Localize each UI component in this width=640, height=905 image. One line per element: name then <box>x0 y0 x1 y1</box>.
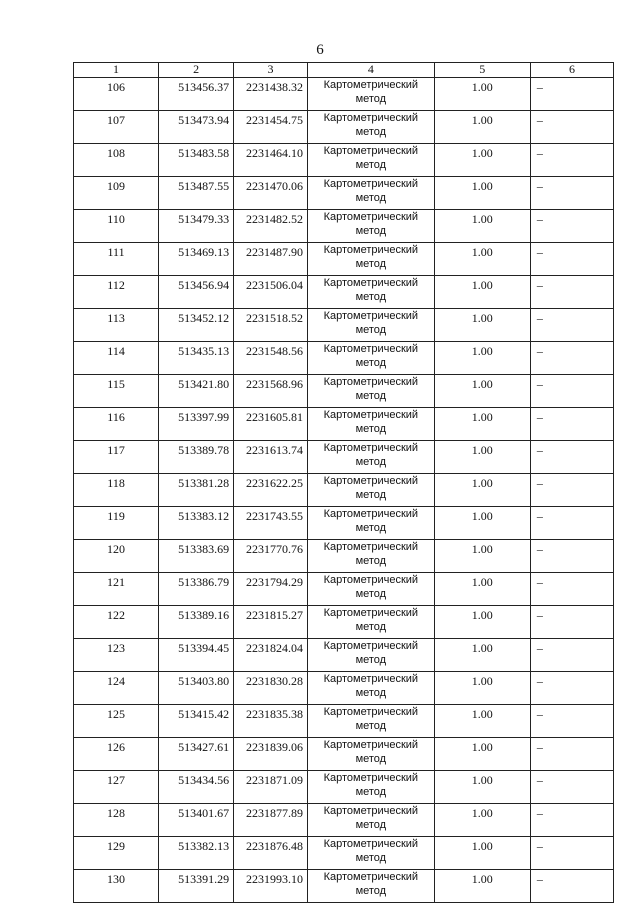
accuracy-cell: 1.00 <box>434 342 530 375</box>
y-coordinate-cell: 2231876.48 <box>234 837 308 870</box>
accuracy-cell: 1.00 <box>434 375 530 408</box>
note-cell: – <box>530 639 613 672</box>
point-number-cell: 124 <box>74 672 159 705</box>
x-coordinate-cell: 513421.80 <box>159 375 234 408</box>
table-row <box>74 408 614 441</box>
accuracy-cell: 1.00 <box>434 705 530 738</box>
method-cell: Картометрический метод <box>308 771 435 804</box>
y-coordinate-cell: 2231470.06 <box>234 177 308 210</box>
y-coordinate-cell: 2231877.89 <box>234 804 308 837</box>
accuracy-cell: 1.00 <box>434 837 530 870</box>
y-coordinate-cell: 2231482.52 <box>234 210 308 243</box>
y-coordinate-cell: 2231605.81 <box>234 408 308 441</box>
note-cell: – <box>530 771 613 804</box>
method-cell: Картометрический метод <box>308 78 435 111</box>
method-cell: Картометрический метод <box>308 111 435 144</box>
x-coordinate-cell: 513483.58 <box>159 144 234 177</box>
method-cell: Картометрический метод <box>308 870 435 903</box>
y-coordinate-cell: 2231815.27 <box>234 606 308 639</box>
table-row <box>74 738 614 771</box>
accuracy-cell: 1.00 <box>434 111 530 144</box>
note-cell: – <box>530 408 613 441</box>
y-coordinate-cell: 2231871.09 <box>234 771 308 804</box>
method-cell: Картометрический метод <box>308 309 435 342</box>
note-cell: – <box>530 375 613 408</box>
method-cell: Картометрический метод <box>308 705 435 738</box>
method-cell: Картометрический метод <box>308 276 435 309</box>
point-number-cell: 127 <box>74 771 159 804</box>
point-number-cell: 130 <box>74 870 159 903</box>
table-row <box>74 309 614 342</box>
method-cell: Картометрический метод <box>308 243 435 276</box>
x-coordinate-cell: 513427.61 <box>159 738 234 771</box>
x-coordinate-cell: 513479.33 <box>159 210 234 243</box>
x-coordinate-cell: 513452.12 <box>159 309 234 342</box>
column-header-5: 5 <box>434 63 530 78</box>
x-coordinate-cell: 513382.13 <box>159 837 234 870</box>
x-coordinate-cell: 513456.94 <box>159 276 234 309</box>
accuracy-cell: 1.00 <box>434 672 530 705</box>
point-number-cell: 119 <box>74 507 159 540</box>
x-coordinate-cell: 513469.13 <box>159 243 234 276</box>
point-number-cell: 122 <box>74 606 159 639</box>
method-cell: Картометрический метод <box>308 507 435 540</box>
method-cell: Картометрический метод <box>308 837 435 870</box>
y-coordinate-cell: 2231993.10 <box>234 870 308 903</box>
x-coordinate-cell: 513434.56 <box>159 771 234 804</box>
note-cell: – <box>530 540 613 573</box>
y-coordinate-cell: 2231568.96 <box>234 375 308 408</box>
point-number-cell: 120 <box>74 540 159 573</box>
note-cell: – <box>530 870 613 903</box>
point-number-cell: 129 <box>74 837 159 870</box>
x-coordinate-cell: 513403.80 <box>159 672 234 705</box>
point-number-cell: 125 <box>74 705 159 738</box>
table-row <box>74 573 614 606</box>
note-cell: – <box>530 243 613 276</box>
table-row <box>74 507 614 540</box>
accuracy-cell: 1.00 <box>434 309 530 342</box>
note-cell: – <box>530 606 613 639</box>
point-number-cell: 121 <box>74 573 159 606</box>
note-cell: – <box>530 144 613 177</box>
method-cell: Картометрический метод <box>308 177 435 210</box>
note-cell: – <box>530 738 613 771</box>
point-number-cell: 110 <box>74 210 159 243</box>
coordinates-table <box>73 62 614 903</box>
point-number-cell: 117 <box>74 441 159 474</box>
method-cell: Картометрический метод <box>308 375 435 408</box>
note-cell: – <box>530 342 613 375</box>
y-coordinate-cell: 2231830.28 <box>234 672 308 705</box>
y-coordinate-cell: 2231794.29 <box>234 573 308 606</box>
column-header-2: 2 <box>159 63 234 78</box>
y-coordinate-cell: 2231622.25 <box>234 474 308 507</box>
point-number-cell: 123 <box>74 639 159 672</box>
column-header-6: 6 <box>530 63 613 78</box>
method-cell: Картометрический метод <box>308 408 435 441</box>
y-coordinate-cell: 2231548.56 <box>234 342 308 375</box>
table-row <box>74 672 614 705</box>
method-cell: Картометрический метод <box>308 144 435 177</box>
table-row <box>74 771 614 804</box>
x-coordinate-cell: 513391.29 <box>159 870 234 903</box>
table-row <box>74 243 614 276</box>
point-number-cell: 111 <box>74 243 159 276</box>
accuracy-cell: 1.00 <box>434 870 530 903</box>
note-cell: – <box>530 111 613 144</box>
x-coordinate-cell: 513389.78 <box>159 441 234 474</box>
y-coordinate-cell: 2231487.90 <box>234 243 308 276</box>
point-number-cell: 106 <box>74 78 159 111</box>
y-coordinate-cell: 2231824.04 <box>234 639 308 672</box>
accuracy-cell: 1.00 <box>434 771 530 804</box>
note-cell: – <box>530 804 613 837</box>
method-cell: Картометрический метод <box>308 573 435 606</box>
y-coordinate-cell: 2231613.74 <box>234 441 308 474</box>
y-coordinate-cell: 2231770.76 <box>234 540 308 573</box>
y-coordinate-cell: 2231518.52 <box>234 309 308 342</box>
method-cell: Картометрический метод <box>308 639 435 672</box>
point-number-cell: 109 <box>74 177 159 210</box>
table-row <box>74 210 614 243</box>
accuracy-cell: 1.00 <box>434 276 530 309</box>
note-cell: – <box>530 705 613 738</box>
note-cell: – <box>530 276 613 309</box>
note-cell: – <box>530 210 613 243</box>
method-cell: Картометрический метод <box>308 210 435 243</box>
accuracy-cell: 1.00 <box>434 408 530 441</box>
accuracy-cell: 1.00 <box>434 507 530 540</box>
note-cell: – <box>530 507 613 540</box>
accuracy-cell: 1.00 <box>434 177 530 210</box>
y-coordinate-cell: 2231743.55 <box>234 507 308 540</box>
note-cell: – <box>530 309 613 342</box>
method-cell: Картометрический метод <box>308 672 435 705</box>
x-coordinate-cell: 513383.12 <box>159 507 234 540</box>
method-cell: Картометрический метод <box>308 474 435 507</box>
x-coordinate-cell: 513381.28 <box>159 474 234 507</box>
table-row <box>74 177 614 210</box>
y-coordinate-cell: 2231454.75 <box>234 111 308 144</box>
method-cell: Картометрический метод <box>308 804 435 837</box>
y-coordinate-cell: 2231835.38 <box>234 705 308 738</box>
accuracy-cell: 1.00 <box>434 144 530 177</box>
note-cell: – <box>530 474 613 507</box>
table-row <box>74 474 614 507</box>
x-coordinate-cell: 513415.42 <box>159 705 234 738</box>
note-cell: – <box>530 177 613 210</box>
column-header-1: 1 <box>74 63 159 78</box>
x-coordinate-cell: 513456.37 <box>159 78 234 111</box>
point-number-cell: 113 <box>74 309 159 342</box>
table-row <box>74 441 614 474</box>
accuracy-cell: 1.00 <box>434 606 530 639</box>
point-number-cell: 107 <box>74 111 159 144</box>
table-row <box>74 342 614 375</box>
x-coordinate-cell: 513386.79 <box>159 573 234 606</box>
x-coordinate-cell: 513401.67 <box>159 804 234 837</box>
note-cell: – <box>530 441 613 474</box>
table-row <box>74 606 614 639</box>
note-cell: – <box>530 837 613 870</box>
table-row <box>74 870 614 903</box>
point-number-cell: 108 <box>74 144 159 177</box>
accuracy-cell: 1.00 <box>434 573 530 606</box>
header-row <box>74 63 614 78</box>
accuracy-cell: 1.00 <box>434 474 530 507</box>
column-header-4: 4 <box>308 63 435 78</box>
y-coordinate-cell: 2231839.06 <box>234 738 308 771</box>
table-body <box>74 78 614 903</box>
table-row <box>74 144 614 177</box>
method-cell: Картометрический метод <box>308 342 435 375</box>
x-coordinate-cell: 513394.45 <box>159 639 234 672</box>
point-number-cell: 112 <box>74 276 159 309</box>
table-row <box>74 375 614 408</box>
x-coordinate-cell: 513487.55 <box>159 177 234 210</box>
accuracy-cell: 1.00 <box>434 738 530 771</box>
y-coordinate-cell: 2231464.10 <box>234 144 308 177</box>
accuracy-cell: 1.00 <box>434 210 530 243</box>
accuracy-cell: 1.00 <box>434 243 530 276</box>
table-row <box>74 639 614 672</box>
y-coordinate-cell: 2231506.04 <box>234 276 308 309</box>
table-row <box>74 78 614 111</box>
point-number-cell: 115 <box>74 375 159 408</box>
page-number: 6 <box>316 42 324 58</box>
accuracy-cell: 1.00 <box>434 804 530 837</box>
table-row <box>74 540 614 573</box>
x-coordinate-cell: 513397.99 <box>159 408 234 441</box>
point-number-cell: 126 <box>74 738 159 771</box>
table-row <box>74 837 614 870</box>
method-cell: Картометрический метод <box>308 738 435 771</box>
table-row <box>74 705 614 738</box>
table-row <box>74 804 614 837</box>
x-coordinate-cell: 513383.69 <box>159 540 234 573</box>
note-cell: – <box>530 573 613 606</box>
x-coordinate-cell: 513389.16 <box>159 606 234 639</box>
column-header-3: 3 <box>234 63 308 78</box>
accuracy-cell: 1.00 <box>434 441 530 474</box>
point-number-cell: 128 <box>74 804 159 837</box>
point-number-cell: 118 <box>74 474 159 507</box>
table-row <box>74 111 614 144</box>
accuracy-cell: 1.00 <box>434 639 530 672</box>
x-coordinate-cell: 513473.94 <box>159 111 234 144</box>
note-cell: – <box>530 78 613 111</box>
point-number-cell: 114 <box>74 342 159 375</box>
y-coordinate-cell: 2231438.32 <box>234 78 308 111</box>
table-row <box>74 276 614 309</box>
x-coordinate-cell: 513435.13 <box>159 342 234 375</box>
point-number-cell: 116 <box>74 408 159 441</box>
note-cell: – <box>530 672 613 705</box>
method-cell: Картометрический метод <box>308 606 435 639</box>
method-cell: Картометрический метод <box>308 441 435 474</box>
accuracy-cell: 1.00 <box>434 78 530 111</box>
accuracy-cell: 1.00 <box>434 540 530 573</box>
method-cell: Картометрический метод <box>308 540 435 573</box>
